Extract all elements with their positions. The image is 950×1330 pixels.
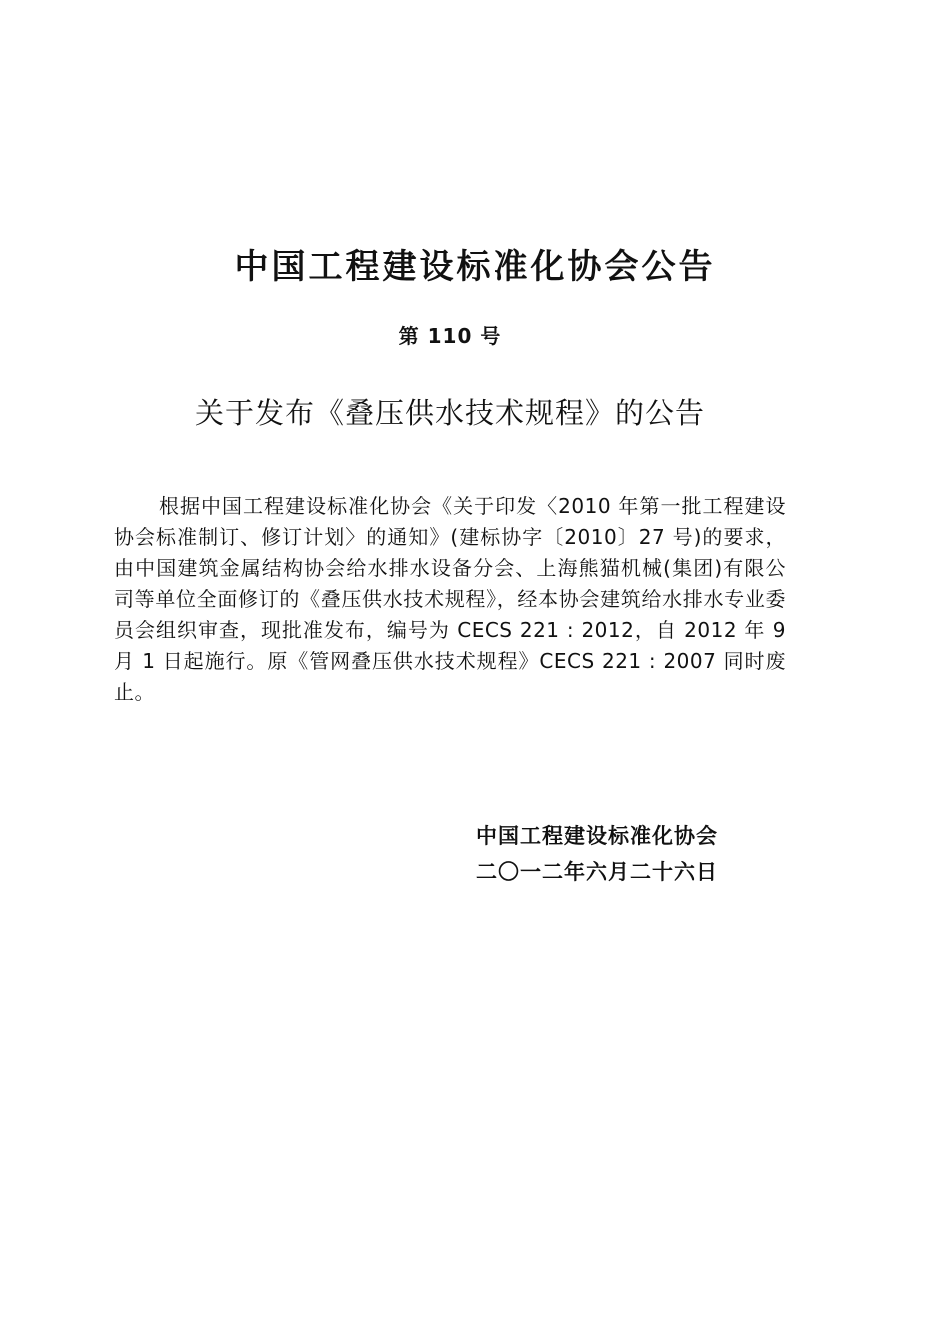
announcement-title: 中国工程建设标准化协会公告: [234, 247, 716, 287]
issue-date: 二〇一二年六月二十六日: [476, 860, 718, 884]
announcement-subtitle: 关于发布《叠压供水技术规程》的公告: [194, 396, 705, 430]
announcement-number: 第 110 号: [398, 324, 502, 348]
announcement-body: 根据中国工程建设标准化协会《关于印发〈2010 年第一批工程建设协会标准制订、修订计划〉的通知》(建标协字〔2010〕27 号)的要求，由中国建筑金属结构协会给水排水设备分会、上海熊猫机械(集团)有限公司等单位全面修订的《叠压供水技术规程》，经本协会建筑给水排水专业委员会组织审查，现批准发布，编号为 CECS 221 : 2012，自 2012 年 9 月 1 日起施行。原《管网叠压供水技术规程》CECS 221 : 2007 同时废止。: [114, 494, 786, 704]
signature-block: [476, 818, 776, 890]
issuer-name: 中国工程建设标准化协会: [476, 824, 718, 848]
